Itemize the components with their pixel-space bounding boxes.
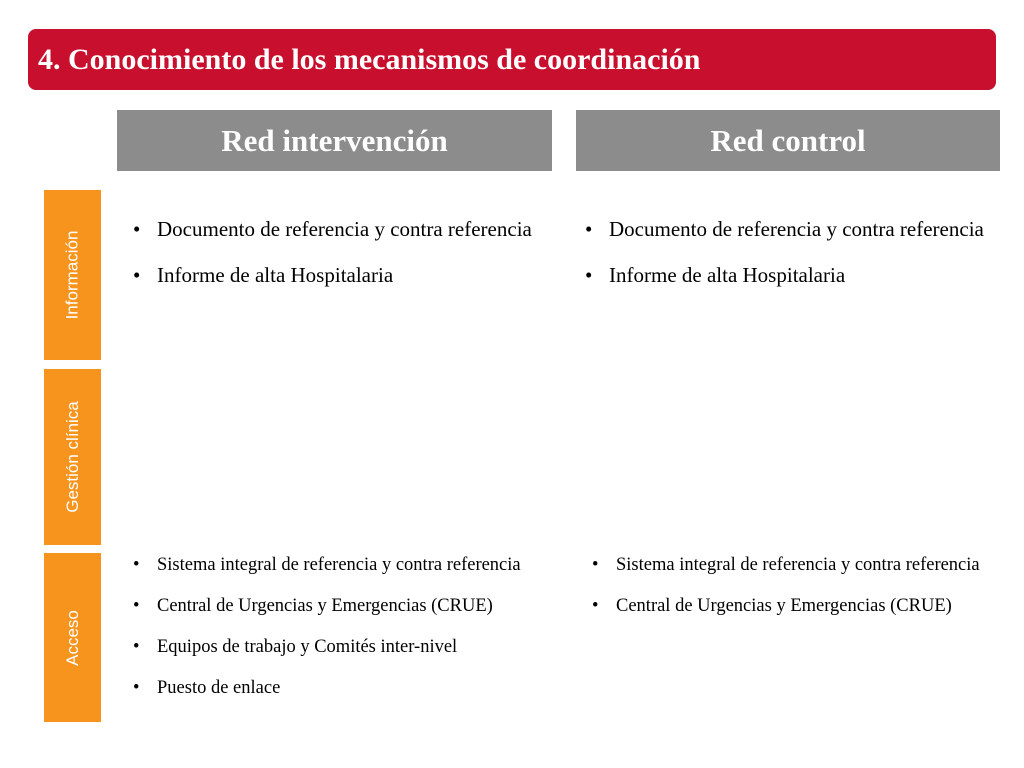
row-label-gestion-clinica (44, 369, 101, 545)
list-item: • Documento de referencia y contra referencia (117, 214, 537, 244)
list-item: • Informe de alta Hospitalaria (569, 260, 989, 290)
list-item: • Sistema integral de referencia y contra referencia (576, 552, 990, 579)
list-item: • Informe de alta Hospitalaria (117, 260, 537, 290)
list-item: • Sistema integral de referencia y contra referencia (117, 552, 559, 579)
column-header-red-intervencion: Red intervención (117, 110, 552, 171)
page-title: 4. Conocimiento de los mecanismos de coordinación (38, 42, 701, 76)
row-label-informacion-text: Información (62, 230, 82, 320)
list-item: • Documento de referencia y contra referencia (569, 214, 989, 244)
acceso-list-red-intervencion (117, 552, 559, 716)
list-item: • Central de Urgencias y Emergencias (CRUE) (576, 593, 990, 620)
informacion-list-red-intervencion (117, 214, 537, 306)
informacion-list-red-control (569, 214, 989, 306)
list-item: • Central de Urgencias y Emergencias (CRUE) (117, 593, 559, 620)
acceso-list-red-control (576, 552, 990, 634)
title-bar (28, 29, 996, 90)
column-header-red-control: Red control (576, 110, 1000, 171)
row-label-gestion-clinica-text: Gestión clínica (62, 401, 82, 513)
row-label-acceso-text: Acceso (62, 609, 82, 666)
row-label-acceso (44, 553, 101, 722)
row-label-informacion (44, 190, 101, 360)
list-item: • Puesto de enlace (117, 675, 559, 702)
list-item: • Equipos de trabajo y Comités inter-nivel (117, 634, 559, 661)
